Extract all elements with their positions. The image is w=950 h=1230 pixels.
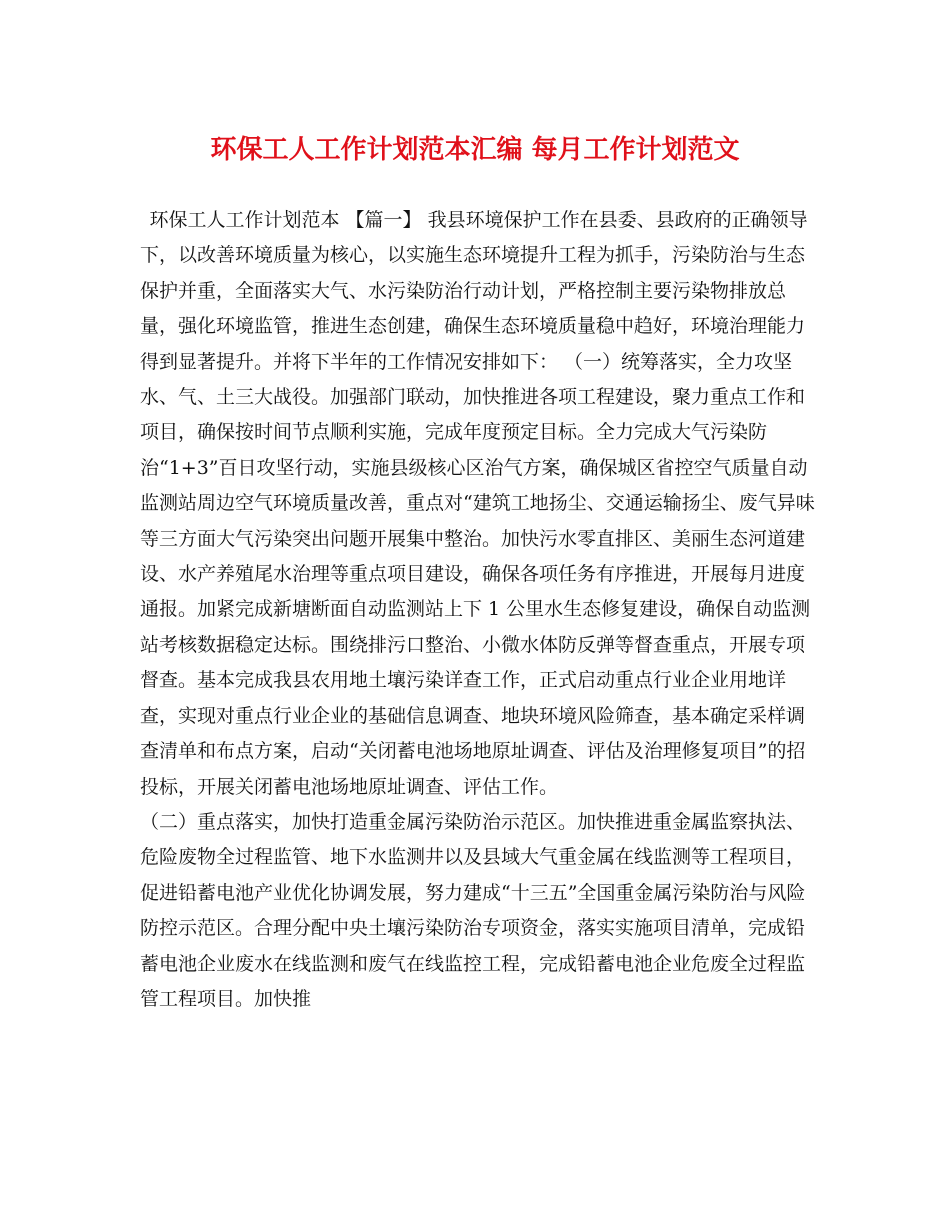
document-body	[140, 203, 815, 1017]
paragraph-2: （二）重点落实，加快打造重金属污染防治示范区。加快推进重金属监察执法、危险废物全过程监管、地下水监测井以及县域大气重金属在线监测等工程项目，促进铅蓄电池产业优化协调发展，努力建成“十三五”全国重金属污染防治与风险防控示范区。合理分配中央土壤污染防治专项资金，落实实施项目清单，完成铅蓄电池企业废水在线监测和废气在线监控工程，完成铅蓄电池企业危废全过程监管工程项目。加快推	[140, 810, 806, 1010]
document-title: 环保工人工作计划范本汇编 每月工作计划范文	[210, 135, 740, 165]
paragraph-1: 环保工人工作计划范本 【篇一】 我县环境保护工作在县委、县政府的正确领导下，以改善环境质量为核心，以实施生态环境提升工程为抓手，污染防治与生态保护并重，全面落实大气、水污染防治行动计划，严格控制主要污染物排放总量，强化环境监管，推进生态创建，确保生态环境质量稳中趋好，环境治理能力得到显著提升。并将下半年的工作情况安排如下： （一）统筹落实，全力攻坚水、气、土三大战役。加强部门联动，加快推进各项工程建设，聚力重点工作和项目，确保按时间节点顺利实施，完成年度预定目标。全力完成大气污染防治“1+3”百日攻坚行动，实施县级核心区治气方案，确保城区省控空气质量自动监测站周边空气环境质量改善，重点对“建筑工地扬尘、交通运输扬尘、废气异味等三方面大气污染突出问题开展集中整治。加快污水零直排区、美丽生态河道建设、水产养殖尾水治理等重点项目建设，确保各项任务有序推进，开展每月进度通报。加紧完成新塘断面自动监测站上下 1 公里水生态修复建设，确保自动监测站考核数据稳定达标。围绕排污口整治、小微水体防反弹等督查重点，开展专项督查。基本完成我县农用地土壤污染详查工作，正式启动重点行业企业用地详查，实现对重点行业企业的基础信息调查、地块环境风险筛查，基本确定采样调查清单和布点方案，启动“关闭蓄电池场地原址调查、评估及治理修复项目”的招投标，开展关闭蓄电池场地原址调查、评估工作。	[140, 209, 815, 798]
